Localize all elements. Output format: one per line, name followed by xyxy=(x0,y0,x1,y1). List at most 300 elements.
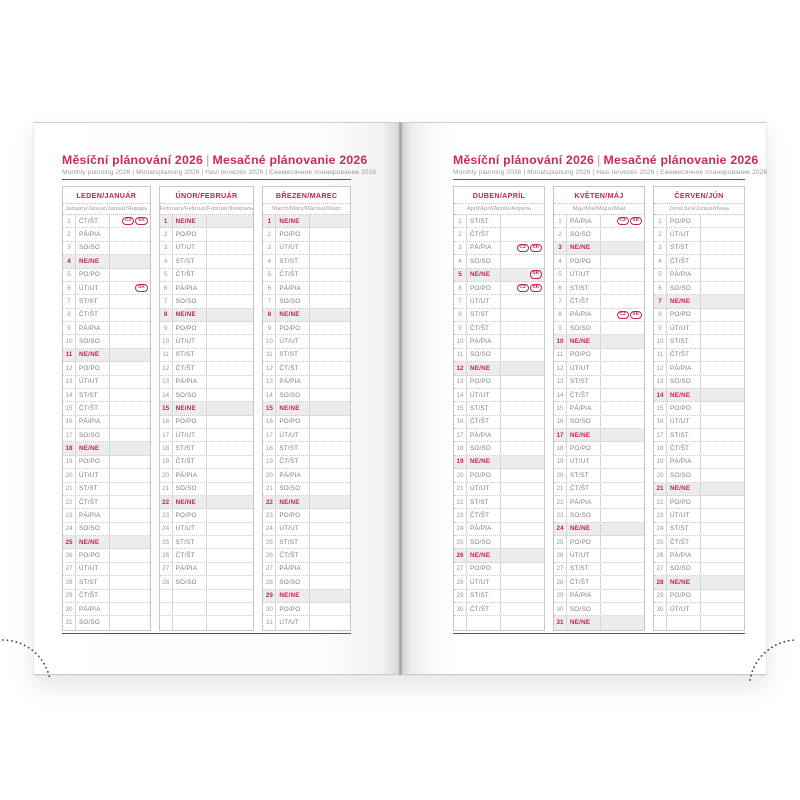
notes-cell xyxy=(501,255,544,267)
day-row xyxy=(160,282,254,295)
day-row xyxy=(454,469,544,482)
day-name: ČT/ŠT xyxy=(76,496,110,508)
month-name: ÚNOR/FEBRUÁR xyxy=(160,187,254,204)
day-name: ST/ST xyxy=(667,523,701,535)
day-row xyxy=(654,509,744,522)
day-number: 21 xyxy=(263,483,276,495)
day-number: 23 xyxy=(160,509,173,521)
day-name: ČT/ŠT xyxy=(667,349,701,361)
day-name: ÚT/UT xyxy=(76,376,110,388)
day-name: PÁ/PIA xyxy=(76,228,110,240)
day-number: 21 xyxy=(160,483,173,495)
notes-cell xyxy=(110,483,150,495)
day-number: 16 xyxy=(63,416,76,428)
day-number: 7 xyxy=(63,295,76,307)
holiday-badge-sk: SK xyxy=(630,311,642,319)
day-name: ÚT/UT xyxy=(467,483,501,495)
day-number: 10 xyxy=(160,335,173,347)
notes-cell xyxy=(501,242,544,254)
day-name: PÁ/PIA xyxy=(173,563,207,575)
notes-cell xyxy=(207,429,254,441)
day-row xyxy=(63,429,150,442)
notes-cell xyxy=(601,496,644,508)
notes-cell xyxy=(601,576,644,588)
notes-cell xyxy=(601,295,644,307)
notes-cell xyxy=(601,549,644,561)
day-row xyxy=(554,376,644,389)
notes-cell xyxy=(701,590,744,602)
notes-cell xyxy=(207,523,254,535)
day-row xyxy=(63,282,150,295)
day-row xyxy=(654,376,744,389)
notes-cell xyxy=(207,576,254,588)
notes-cell xyxy=(501,322,544,334)
day-name: NE/NE xyxy=(467,456,501,468)
day-number: 5 xyxy=(160,269,173,281)
day-number xyxy=(160,603,173,615)
day-number: 30 xyxy=(63,603,76,615)
day-row xyxy=(654,269,744,282)
day-row xyxy=(654,242,744,255)
day-name: ST/ST xyxy=(567,376,601,388)
day-name: ČT/ŠT xyxy=(567,483,601,495)
day-number: 1 xyxy=(654,215,667,227)
notes-cell xyxy=(310,483,350,495)
day-number: 22 xyxy=(160,496,173,508)
day-name: ČT/ŠT xyxy=(667,536,701,548)
day-name: NE/NE xyxy=(76,536,110,548)
day-name: SO/SO xyxy=(76,429,110,441)
day-number xyxy=(454,616,467,629)
day-row xyxy=(263,389,350,402)
day-name: NE/NE xyxy=(173,309,207,321)
notes-cell xyxy=(207,416,254,428)
day-name: ST/ST xyxy=(467,309,501,321)
day-row xyxy=(554,322,644,335)
day-name: NE/NE xyxy=(667,576,701,588)
day-name: ČT/ŠT xyxy=(76,590,110,602)
day-row xyxy=(63,215,150,228)
notes-cell xyxy=(207,376,254,388)
day-number: 13 xyxy=(654,376,667,388)
day-row xyxy=(554,349,644,362)
day-row xyxy=(160,416,254,429)
footer-rule xyxy=(453,633,745,634)
notes-cell xyxy=(601,416,644,428)
day-number: 19 xyxy=(454,456,467,468)
notes-cell xyxy=(207,509,254,521)
day-name: PÁ/PIA xyxy=(173,376,207,388)
day-name: PÁ/PIA xyxy=(467,523,501,535)
day-row xyxy=(454,549,544,562)
day-name: ČT/ŠT xyxy=(173,549,207,561)
day-number: 25 xyxy=(263,536,276,548)
day-name: ÚT/UT xyxy=(173,242,207,254)
notes-cell xyxy=(501,549,544,561)
day-number: 12 xyxy=(654,362,667,374)
day-name: ČT/ŠT xyxy=(567,389,601,401)
notes-cell xyxy=(601,362,644,374)
day-name: NE/NE xyxy=(467,549,501,561)
day-row xyxy=(263,496,350,509)
day-number: 15 xyxy=(454,402,467,414)
day-number: 19 xyxy=(263,456,276,468)
notes-cell xyxy=(601,349,644,361)
day-name: SO/SO xyxy=(276,576,310,588)
notes-cell xyxy=(110,429,150,441)
notes-cell xyxy=(207,215,254,227)
day-name: PÁ/PIA xyxy=(173,469,207,481)
day-row xyxy=(554,389,644,402)
notes-cell xyxy=(501,295,544,307)
day-name: PÁ/PIA xyxy=(667,269,701,281)
day-name: ČT/ŠT xyxy=(173,362,207,374)
day-name xyxy=(173,603,207,615)
day-row xyxy=(554,576,644,589)
day-number: 4 xyxy=(454,255,467,267)
day-number: 18 xyxy=(654,442,667,454)
day-number: 16 xyxy=(160,416,173,428)
day-name: SO/SO xyxy=(173,483,207,495)
day-name: ČT/ŠT xyxy=(76,215,110,227)
day-row xyxy=(63,228,150,241)
day-number: 27 xyxy=(263,563,276,575)
day-number: 2 xyxy=(654,228,667,240)
day-row xyxy=(554,402,644,415)
day-name: NE/NE xyxy=(567,242,601,254)
day-number: 8 xyxy=(554,309,567,321)
day-row xyxy=(554,616,644,629)
empty-day-row xyxy=(454,616,544,629)
day-row xyxy=(454,416,544,429)
day-row xyxy=(454,295,544,308)
day-name: PÁ/PIA xyxy=(467,429,501,441)
day-number: 5 xyxy=(63,269,76,281)
day-name: PÁ/PIA xyxy=(276,282,310,294)
day-number xyxy=(160,616,173,629)
day-number: 16 xyxy=(454,416,467,428)
notes-cell xyxy=(501,456,544,468)
day-row xyxy=(63,536,150,549)
day-number: 28 xyxy=(263,576,276,588)
day-number: 28 xyxy=(160,576,173,588)
notes-cell xyxy=(207,309,254,321)
day-name: PO/PO xyxy=(567,536,601,548)
day-row xyxy=(454,483,544,496)
holiday-badge-cz: CZ xyxy=(122,217,134,225)
notes-cell xyxy=(310,616,350,629)
notes-cell xyxy=(110,402,150,414)
day-name: PÁ/PIA xyxy=(76,603,110,615)
holiday-badge-sk: SK xyxy=(135,284,147,292)
day-number: 4 xyxy=(263,255,276,267)
day-row xyxy=(554,536,644,549)
day-row xyxy=(263,429,350,442)
day-number: 23 xyxy=(654,509,667,521)
month-table xyxy=(159,186,255,631)
day-name: PÁ/PIA xyxy=(567,215,601,227)
holiday-badge-sk: SK xyxy=(135,217,147,225)
day-number: 6 xyxy=(63,282,76,294)
day-name: NE/NE xyxy=(567,523,601,535)
notes-cell xyxy=(110,442,150,454)
notes-cell xyxy=(110,295,150,307)
day-name: ČT/ŠT xyxy=(76,402,110,414)
day-name: ČT/ŠT xyxy=(467,416,501,428)
month-languages: March/März/Március/Март xyxy=(263,204,350,216)
day-name: ST/ST xyxy=(467,402,501,414)
day-row xyxy=(554,563,644,576)
day-row xyxy=(160,269,254,282)
notes-cell xyxy=(207,295,254,307)
notes-cell xyxy=(110,255,150,267)
day-name: ÚT/UT xyxy=(276,335,310,347)
day-number: 17 xyxy=(160,429,173,441)
month-languages: January/Januar/Január/Январь xyxy=(63,204,150,216)
day-row xyxy=(554,309,644,322)
day-number: 8 xyxy=(160,309,173,321)
day-number: 3 xyxy=(654,242,667,254)
day-name: NE/NE xyxy=(667,389,701,401)
footer-rule xyxy=(62,633,351,634)
day-number: 17 xyxy=(554,429,567,441)
notes-cell xyxy=(207,349,254,361)
day-name: NE/NE xyxy=(173,402,207,414)
day-number: 16 xyxy=(554,416,567,428)
notes-cell xyxy=(701,549,744,561)
day-name: PO/PO xyxy=(667,496,701,508)
day-name: SO/SO xyxy=(173,295,207,307)
day-row xyxy=(454,442,544,455)
day-name: PO/PO xyxy=(76,456,110,468)
day-number: 13 xyxy=(160,376,173,388)
day-number: 24 xyxy=(63,523,76,535)
day-row xyxy=(454,402,544,415)
day-name: SO/SO xyxy=(467,255,501,267)
notes-cell xyxy=(207,483,254,495)
day-name: PÁ/PIA xyxy=(76,322,110,334)
notes-cell xyxy=(110,509,150,521)
notes-cell xyxy=(501,215,544,227)
notes-cell xyxy=(310,536,350,548)
day-row xyxy=(63,616,150,629)
day-number: 3 xyxy=(160,242,173,254)
notes-cell xyxy=(601,335,644,347)
notes-cell xyxy=(501,402,544,414)
notes-cell xyxy=(310,563,350,575)
day-number: 20 xyxy=(554,469,567,481)
notes-cell xyxy=(310,242,350,254)
day-row xyxy=(160,429,254,442)
day-name: ÚT/UT xyxy=(76,469,110,481)
notes-cell xyxy=(701,282,744,294)
day-name: PO/PO xyxy=(467,282,501,294)
notes-cell xyxy=(110,322,150,334)
day-name: ÚT/UT xyxy=(667,416,701,428)
notes-cell xyxy=(501,429,544,441)
day-number: 3 xyxy=(263,242,276,254)
notes-cell xyxy=(110,416,150,428)
day-number: 25 xyxy=(63,536,76,548)
day-row xyxy=(454,376,544,389)
notes-cell xyxy=(501,335,544,347)
day-number: 14 xyxy=(654,389,667,401)
day-number: 7 xyxy=(160,295,173,307)
day-name: ST/ST xyxy=(467,590,501,602)
notes-cell xyxy=(601,523,644,535)
day-row xyxy=(554,603,644,616)
day-number: 12 xyxy=(263,362,276,374)
day-name: ST/ST xyxy=(76,576,110,588)
day-name: PO/PO xyxy=(76,362,110,374)
day-number: 30 xyxy=(654,603,667,615)
day-name: PÁ/PIA xyxy=(667,549,701,561)
day-name: NE/NE xyxy=(467,269,501,281)
notes-cell xyxy=(701,496,744,508)
day-number: 11 xyxy=(160,349,173,361)
notes-cell xyxy=(110,590,150,602)
day-number: 20 xyxy=(454,469,467,481)
notes-cell xyxy=(701,536,744,548)
day-row xyxy=(454,576,544,589)
day-row xyxy=(160,442,254,455)
notes-cell xyxy=(110,376,150,388)
day-name: ÚT/UT xyxy=(173,523,207,535)
day-row xyxy=(454,536,544,549)
day-name: ČT/ŠT xyxy=(276,456,310,468)
notes-cell xyxy=(601,616,644,629)
notes-cell xyxy=(701,215,744,227)
day-name: ST/ST xyxy=(667,242,701,254)
notes-cell xyxy=(110,536,150,548)
corner-dots-left xyxy=(0,630,62,682)
day-name: NE/NE xyxy=(276,309,310,321)
day-number: 6 xyxy=(654,282,667,294)
notes-cell xyxy=(310,389,350,401)
notes-cell xyxy=(601,376,644,388)
day-name: ST/ST xyxy=(276,536,310,548)
day-row xyxy=(263,563,350,576)
day-number: 31 xyxy=(263,616,276,629)
notes-cell xyxy=(701,402,744,414)
day-number: 15 xyxy=(263,402,276,414)
day-row xyxy=(454,349,544,362)
day-number: 2 xyxy=(63,228,76,240)
page-title-slovak: Mesačné plánovanie 2026 xyxy=(212,153,368,167)
notes-cell xyxy=(110,242,150,254)
day-name: NE/NE xyxy=(667,483,701,495)
day-name: SO/SO xyxy=(276,295,310,307)
day-name: SO/SO xyxy=(76,242,110,254)
notes-cell xyxy=(110,523,150,535)
day-name: NE/NE xyxy=(667,295,701,307)
notes-cell xyxy=(601,389,644,401)
page-title xyxy=(62,153,368,167)
day-number: 2 xyxy=(554,228,567,240)
notes-cell xyxy=(601,590,644,602)
day-number: 22 xyxy=(454,496,467,508)
day-number: 16 xyxy=(263,416,276,428)
page-title xyxy=(453,153,759,167)
day-number: 13 xyxy=(63,376,76,388)
day-name: ST/ST xyxy=(467,496,501,508)
day-number: 1 xyxy=(63,215,76,227)
notes-cell xyxy=(310,322,350,334)
notes-cell xyxy=(110,469,150,481)
day-row xyxy=(654,469,744,482)
notes-cell xyxy=(701,456,744,468)
day-row xyxy=(454,563,544,576)
day-name: ČT/ŠT xyxy=(276,362,310,374)
day-name: ÚT/UT xyxy=(567,456,601,468)
notes-cell xyxy=(601,429,644,441)
month-table xyxy=(653,186,745,631)
day-number: 3 xyxy=(454,242,467,254)
day-name: ST/ST xyxy=(467,215,501,227)
day-number: 26 xyxy=(454,549,467,561)
notes-cell xyxy=(501,576,544,588)
day-number: 28 xyxy=(63,576,76,588)
day-number: 27 xyxy=(554,563,567,575)
day-row xyxy=(454,509,544,522)
day-row xyxy=(263,576,350,589)
day-name: ST/ST xyxy=(276,442,310,454)
notes-cell xyxy=(110,576,150,588)
day-row xyxy=(263,269,350,282)
day-row xyxy=(263,282,350,295)
day-name: SO/SO xyxy=(76,523,110,535)
day-number: 30 xyxy=(454,603,467,615)
day-number: 9 xyxy=(160,322,173,334)
notes-cell xyxy=(601,456,644,468)
day-name: SO/SO xyxy=(667,563,701,575)
day-row xyxy=(654,576,744,589)
day-name: PO/PO xyxy=(276,416,310,428)
day-name xyxy=(173,590,207,602)
day-name: PÁ/PIA xyxy=(567,590,601,602)
day-row xyxy=(454,282,544,295)
notes-cell xyxy=(310,255,350,267)
day-number: 4 xyxy=(554,255,567,267)
day-number: 31 xyxy=(554,616,567,629)
day-name: NE/NE xyxy=(276,496,310,508)
notes-cell xyxy=(207,616,254,629)
month-languages: April/April/Április/Апрель xyxy=(454,204,544,216)
day-row xyxy=(263,335,350,348)
day-number: 22 xyxy=(263,496,276,508)
day-row xyxy=(454,215,544,228)
month-days xyxy=(63,215,150,630)
day-row xyxy=(160,335,254,348)
day-name: PÁ/PIA xyxy=(276,469,310,481)
notes-cell xyxy=(601,228,644,240)
day-number: 13 xyxy=(554,376,567,388)
notes-cell xyxy=(207,442,254,454)
day-row xyxy=(160,242,254,255)
day-row xyxy=(454,228,544,241)
day-name: SO/SO xyxy=(173,389,207,401)
day-name: PO/PO xyxy=(467,469,501,481)
day-number: 13 xyxy=(263,376,276,388)
notes-cell xyxy=(701,376,744,388)
day-number: 4 xyxy=(160,255,173,267)
day-row xyxy=(263,536,350,549)
day-row xyxy=(454,456,544,469)
day-row xyxy=(63,295,150,308)
day-number: 14 xyxy=(554,389,567,401)
day-row xyxy=(160,349,254,362)
day-row xyxy=(63,362,150,375)
